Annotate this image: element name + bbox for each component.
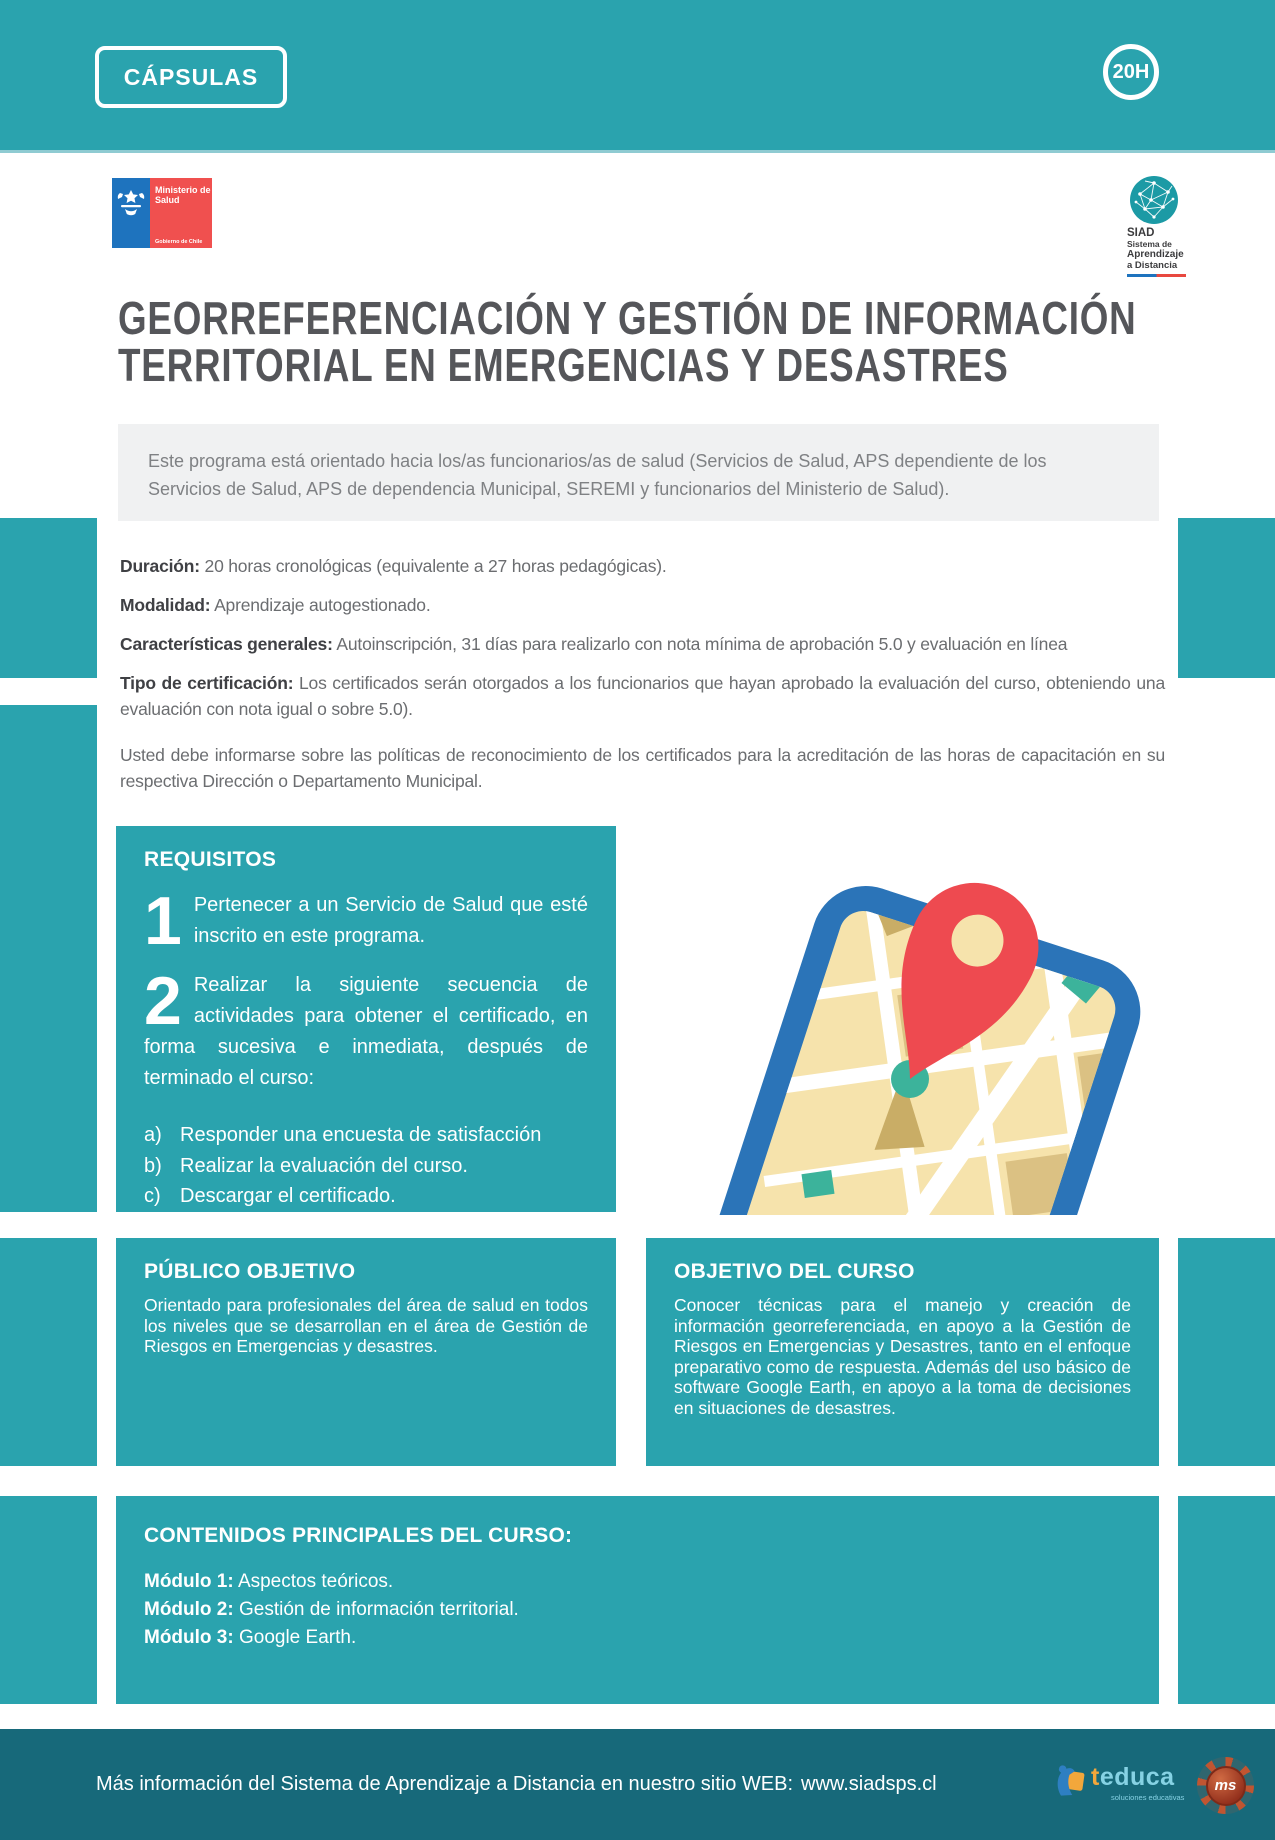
objetivo-text: Conocer técnicas para el manejo y creación de información georreferenciada, en apoyo a la Gestión de Riesgos en Emergencias y Desastres, tanto en el enfoque preparativo como de respuesta. Además del uso básico de software Google Earth, en apoyo a la toma de decisiones en situaciones de desastres. [674, 1295, 1131, 1418]
minsal-logo [112, 178, 212, 248]
step-c: c) Descargar el certificado. [144, 1185, 396, 1207]
teduca-logo [1053, 1757, 1183, 1813]
map-illustration [598, 760, 1178, 1215]
step-b: b) Realizar la evaluación del curso. [144, 1154, 468, 1177]
accent-bar-left-2 [0, 705, 97, 1212]
header-band [0, 0, 1275, 153]
page-title [118, 292, 1275, 391]
module-list [144, 1568, 1131, 1652]
contenidos-box [116, 1496, 1159, 1704]
step-a: a) Responder una encuesta de satisfacción [144, 1124, 542, 1146]
siad-logo [1122, 176, 1186, 277]
objetivo-title: OBJETIVO DEL CURSO [674, 1260, 915, 1283]
accent-bar-left-3 [0, 1238, 97, 1466]
page-title-line2: TERRITORIAL EN EMERGENCIAS Y DESASTRES [118, 339, 1009, 391]
hours-badge [1103, 44, 1159, 100]
intro-text: Este programa está orientado hacia los/as funcionarios/as de salud (Servicios de Salud, APS dependiente de los Servicios de Salud, APS de dependencia Municipal, SEREMI y funcionarios del Ministerio de Salud). [148, 451, 1047, 499]
accent-bar-right-3 [1178, 1238, 1275, 1466]
minsal-logo-name: Ministerio de Salud [155, 185, 211, 205]
siad-globe-icon [1130, 176, 1178, 224]
detail-certificacion: Tipo de certificación: Los certificados serán otorgados a los funcionarios que hayan aprobado la evaluación del curso, obteniendo una evaluación con nota igual o sobre 5.0). [120, 673, 1165, 719]
minsal-logo-blue [112, 178, 150, 248]
minsal-logo-gobierno: Gobierno de Chile [155, 239, 203, 245]
capsulas-label: CÁPSULAS [123, 63, 259, 90]
requisito-item-1: 1 Pertenecer a un Servicio de Salud que esté inscrito en este programa. [144, 883, 588, 959]
requisitos-box [116, 826, 616, 1212]
notice-text: Usted debe informarse sobre las políticas de reconocimiento de los certificados para la acreditación de las horas de capacitación en su respectiva Dirección o Departamento Municipal. [120, 745, 1165, 791]
ms-logo-core: ms [1206, 1766, 1246, 1806]
module-1: Módulo 1: Aspectos teóricos. [144, 1571, 394, 1592]
accent-bar-left-1 [0, 518, 97, 678]
intro-box [118, 424, 1159, 521]
ms-logo [1197, 1757, 1254, 1814]
teduca-wordmark: teduca [1091, 1763, 1175, 1791]
module-2: Módulo 2: Gestión de información territorial. [144, 1599, 519, 1620]
requisito-steps [144, 1120, 588, 1212]
requisito-number-1: 1 [144, 883, 182, 959]
page-title-line1: GEORREFERENCIACIÓN Y GESTIÓN DE INFORMACIÓN [118, 292, 1137, 344]
teduca-tagline: soluciones educativas [1111, 1793, 1185, 1802]
module-3: Módulo 3: Google Earth. [144, 1627, 357, 1648]
publico-title: PÚBLICO OBJETIVO [144, 1260, 356, 1283]
accent-bar-right-1 [1178, 518, 1275, 678]
accent-bar-right-4 [1178, 1496, 1275, 1704]
requisito-number-2: 2 [144, 963, 182, 1039]
contenidos-title: CONTENIDOS PRINCIPALES DEL CURSO: [144, 1524, 573, 1547]
footer-url[interactable]: www.siadsps.cl [801, 1773, 937, 1795]
publico-objetivo-box [116, 1238, 616, 1466]
hours-label: 20H [1112, 60, 1150, 83]
requisito-item-2: 2 Realizar la siguiente secuencia de actividades para obtener el certificado, en forma sucesiva e inmediata, después de terminado el curso: [144, 963, 588, 1089]
map-park-small [801, 1170, 834, 1198]
publico-text: Orientado para profesionales del área de salud en todos los niveles que se desarrollan en el área de Gestión de Riesgos en Emergencias y desastres. [144, 1295, 588, 1356]
siad-logo-bar [1127, 274, 1186, 277]
footer-text: Más información del Sistema de Aprendizaje a Distancia en nuestro sitio WEB: www.siadsps.cl [96, 1773, 937, 1795]
requisitos-title: REQUISITOS [144, 848, 277, 871]
detail-duracion: Duración: 20 horas cronológicas (equivalente a 27 horas pedagógicas). [120, 556, 667, 576]
capsulas-badge [95, 46, 287, 108]
accent-bar-left-4 [0, 1496, 97, 1704]
minsal-logo-red [150, 178, 212, 248]
detail-modalidad: Modalidad: Aprendizaje autogestionado. [120, 595, 431, 615]
siad-logo-text: SIAD Sistema de Aprendizaje a Distancia [1122, 227, 1186, 277]
coat-of-arms-icon [114, 184, 148, 220]
objetivo-curso-box [646, 1238, 1159, 1466]
teduca-icon [1053, 1763, 1087, 1799]
detail-caracteristicas: Características generales: Autoinscripción, 31 días para realizarlo con nota mínima de aprobación 5.0 y evaluación en línea [120, 634, 1068, 654]
